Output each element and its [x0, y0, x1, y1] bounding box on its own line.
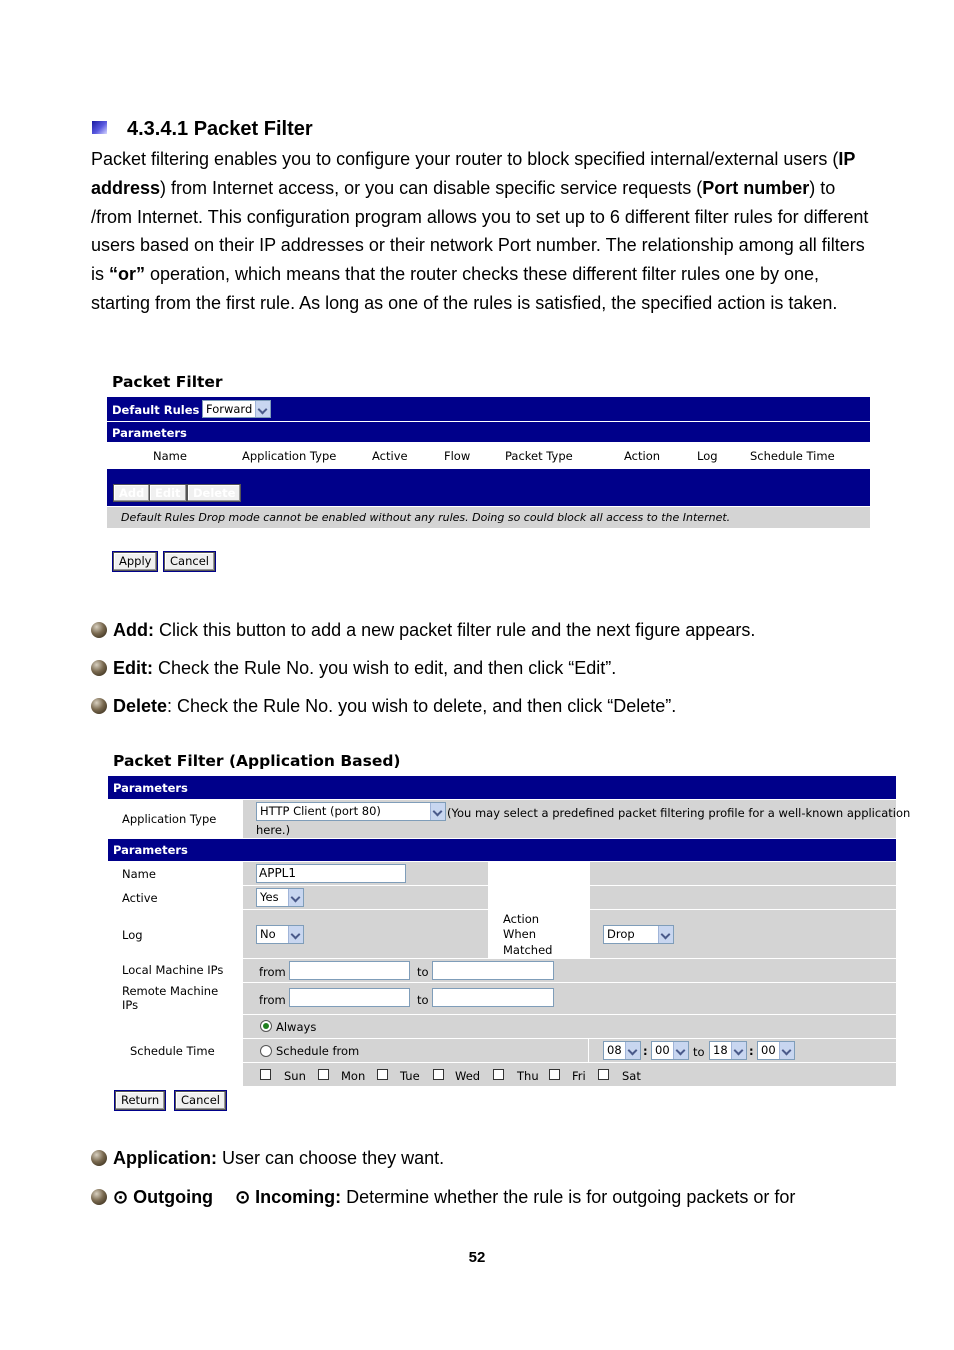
rule-actions-bar [107, 469, 870, 506]
local-machine-label: Local Machine IPs [122, 963, 224, 977]
bullet-text: Check the Rule No. you wish to edit, and then click “Edit”. [153, 658, 617, 678]
edit-button[interactable]: Edit [149, 484, 187, 502]
bullet-direction [91, 1187, 795, 1208]
day-checkbox-fri[interactable] [549, 1069, 560, 1080]
default-rules-bar [107, 397, 870, 421]
app-type-select[interactable] [256, 802, 446, 821]
schedule-always-row [243, 1015, 896, 1038]
action-value: Drop [607, 927, 635, 941]
rules-table-header [107, 443, 870, 468]
start-minute-value: 00 [655, 1043, 670, 1057]
action-label-1: Action [503, 912, 540, 926]
active-value: Yes [260, 890, 279, 904]
parameters-bar [107, 422, 870, 442]
local-to-input[interactable] [432, 961, 554, 980]
intro-text: ) from Internet access, or you can disable specific service requests ( [160, 177, 703, 198]
bullet-label: Delete [113, 696, 168, 716]
bullet-label: Application: [113, 1148, 217, 1168]
app-type-hint: (You may select a predefined packet filtering profile for a well-known application [447, 806, 911, 820]
page-number: 52 [468, 1249, 486, 1266]
app-type-value: HTTP Client (port 80) [260, 804, 381, 818]
add-button[interactable]: Add [113, 484, 150, 502]
default-rules-value: Forward [206, 402, 253, 416]
remote-machine-label-2: IPs [122, 998, 139, 1012]
col-schedule-time: Schedule Time [750, 449, 835, 463]
col-flow: Flow [444, 449, 471, 463]
fig1-title: Packet Filter [112, 373, 223, 391]
default-rules-note: Default Rules Drop mode cannot be enabled without any rules. Doing so could block all access to the Internet. [121, 511, 731, 524]
action-select[interactable] [603, 925, 674, 944]
intro-bold: IP address [91, 149, 856, 198]
local-from-input[interactable] [289, 961, 410, 980]
bullet-application [91, 1148, 444, 1169]
col-log: Log [697, 449, 718, 463]
name-label: Name [122, 867, 156, 881]
section-title: 4.3.4.1 Packet Filter [92, 118, 313, 141]
day-checkbox-tue[interactable] [377, 1069, 388, 1080]
chevron-down-icon [779, 1042, 794, 1059]
name-input[interactable]: APPL1 [256, 864, 406, 883]
day-label-sat: Sat [622, 1069, 641, 1083]
bullet-text: Determine whether the rule is for outgoing packets or for [341, 1187, 796, 1207]
day-checkbox-sun[interactable] [260, 1069, 271, 1080]
chevron-down-icon [658, 926, 673, 943]
return-button[interactable]: Return [115, 1091, 165, 1110]
intro-bold: Port number [702, 177, 810, 198]
intro-text: ) to /from Internet. This configuration program allows you to set up to 6 different filter rules for different users based on their IP addresses or their network Port number. The relationship among all filters is [91, 177, 869, 285]
cancel-button[interactable]: Cancel [164, 552, 215, 571]
time-to-label: to [693, 1045, 705, 1059]
end-minute-select[interactable] [757, 1041, 795, 1060]
start-minute-select[interactable] [651, 1041, 689, 1060]
bullet-ball-icon [91, 1189, 107, 1205]
parameters-label: Parameters [113, 843, 188, 857]
end-minute-value: 00 [761, 1043, 776, 1057]
bullet-delete [91, 696, 676, 717]
app-type-label-cell [108, 800, 242, 838]
default-rules-label: Default Rules [112, 403, 200, 417]
log-select[interactable] [256, 925, 304, 944]
start-hour-select[interactable] [603, 1041, 641, 1060]
day-label-tue: Tue [400, 1069, 420, 1083]
chevron-down-icon [625, 1042, 640, 1059]
col-name: Name [153, 449, 187, 463]
always-label: Always [276, 1020, 317, 1034]
chevron-down-icon [288, 889, 303, 906]
local-from-label: from [259, 965, 286, 979]
fig2-title: Packet Filter (Application Based) [113, 752, 401, 770]
bullet-add [91, 620, 755, 641]
action-label-2: When [503, 927, 537, 941]
schedule-from-radio[interactable] [260, 1045, 272, 1057]
app-type-hint-cont: here.) [256, 823, 291, 837]
day-checkbox-wed[interactable] [433, 1069, 444, 1080]
delete-button[interactable]: Delete [187, 484, 241, 502]
bullet-edit [91, 658, 616, 679]
fig2-cancel-button[interactable]: Cancel [175, 1091, 226, 1110]
active-label: Active [122, 891, 158, 905]
col-application-type: Application Type [242, 449, 337, 463]
day-checkbox-mon[interactable] [318, 1069, 329, 1080]
day-checkbox-sat[interactable] [598, 1069, 609, 1080]
action-label-3: Matched [503, 943, 553, 957]
intro-text: operation, which means that the router checks these different filter rules one by one, starting from the first rule. As long as one of the rules is satisfied, the specified action is taken. [91, 264, 838, 313]
day-label-sun: Sun [284, 1069, 306, 1083]
day-checkbox-thu[interactable] [493, 1069, 504, 1080]
bullet-text: User can choose they want. [217, 1148, 445, 1168]
log-label: Log [122, 928, 143, 942]
fig2-parameters-bar-2 [108, 839, 896, 861]
incoming-label: ⊙ Incoming: [235, 1187, 342, 1207]
remote-to-input[interactable] [432, 988, 554, 1007]
default-rules-select[interactable] [202, 400, 271, 418]
col-packet-type: Packet Type [505, 449, 573, 463]
remote-from-input[interactable] [289, 988, 410, 1007]
bullet-label: Edit: [113, 658, 153, 678]
parameters-label: Parameters [113, 781, 188, 795]
chevron-down-icon [430, 803, 445, 820]
bullet-text: : Check the Rule No. you wish to delete, and then click “Delete”. [167, 696, 677, 716]
parameters-label: Parameters [112, 426, 187, 440]
chevron-down-icon [288, 926, 303, 943]
remote-machine-label: Remote Machine [122, 984, 219, 998]
chevron-down-icon [255, 401, 270, 418]
bullet-ball-icon [91, 1150, 107, 1166]
bullet-text: Click this button to add a new packet filter rule and the next figure appears. [153, 620, 756, 640]
square-bullet-icon [92, 121, 107, 134]
colon-1: : [643, 1044, 648, 1058]
chevron-down-icon [731, 1042, 746, 1059]
intro-bold: “or” [109, 264, 145, 285]
always-radio[interactable] [260, 1020, 272, 1032]
remote-to-label: to [417, 993, 429, 1007]
colon-2: : [749, 1044, 754, 1058]
start-hour-value: 08 [607, 1043, 622, 1057]
col-active: Active [372, 449, 408, 463]
col-action: Action [624, 449, 661, 463]
bullet-ball-icon [91, 622, 107, 638]
bullet-ball-icon [91, 698, 107, 714]
day-label-wed: Wed [455, 1069, 481, 1083]
apply-button[interactable]: Apply [113, 552, 157, 571]
remote-from-label: from [259, 993, 286, 1007]
chevron-down-icon [673, 1042, 688, 1059]
schedule-from-label: Schedule from [276, 1044, 360, 1058]
fig2-parameters-bar [108, 776, 896, 799]
app-type-label: Application Type [122, 812, 217, 826]
outgoing-label: ⊙ Outgoing [113, 1187, 214, 1207]
local-to-label: to [417, 965, 429, 979]
end-hour-select[interactable] [709, 1041, 747, 1060]
active-extra-cell [590, 886, 896, 909]
bullet-label: Add: [113, 620, 154, 640]
day-label-thu: Thu [517, 1069, 539, 1083]
schedule-time-label: Schedule Time [130, 1044, 215, 1058]
intro-paragraph [91, 145, 881, 318]
end-hour-value: 18 [713, 1043, 728, 1057]
name-extra-cell [590, 862, 896, 885]
day-label-fri: Fri [572, 1069, 586, 1083]
day-label-mon: Mon [341, 1069, 366, 1083]
active-select[interactable] [256, 888, 304, 907]
bullet-ball-icon [91, 660, 107, 676]
app-type-value-cell [243, 800, 911, 838]
default-rules-note-row [107, 507, 870, 528]
log-value: No [260, 927, 276, 941]
intro-text: Packet filtering enables you to configure your router to block specified internal/external users ( [91, 149, 839, 169]
